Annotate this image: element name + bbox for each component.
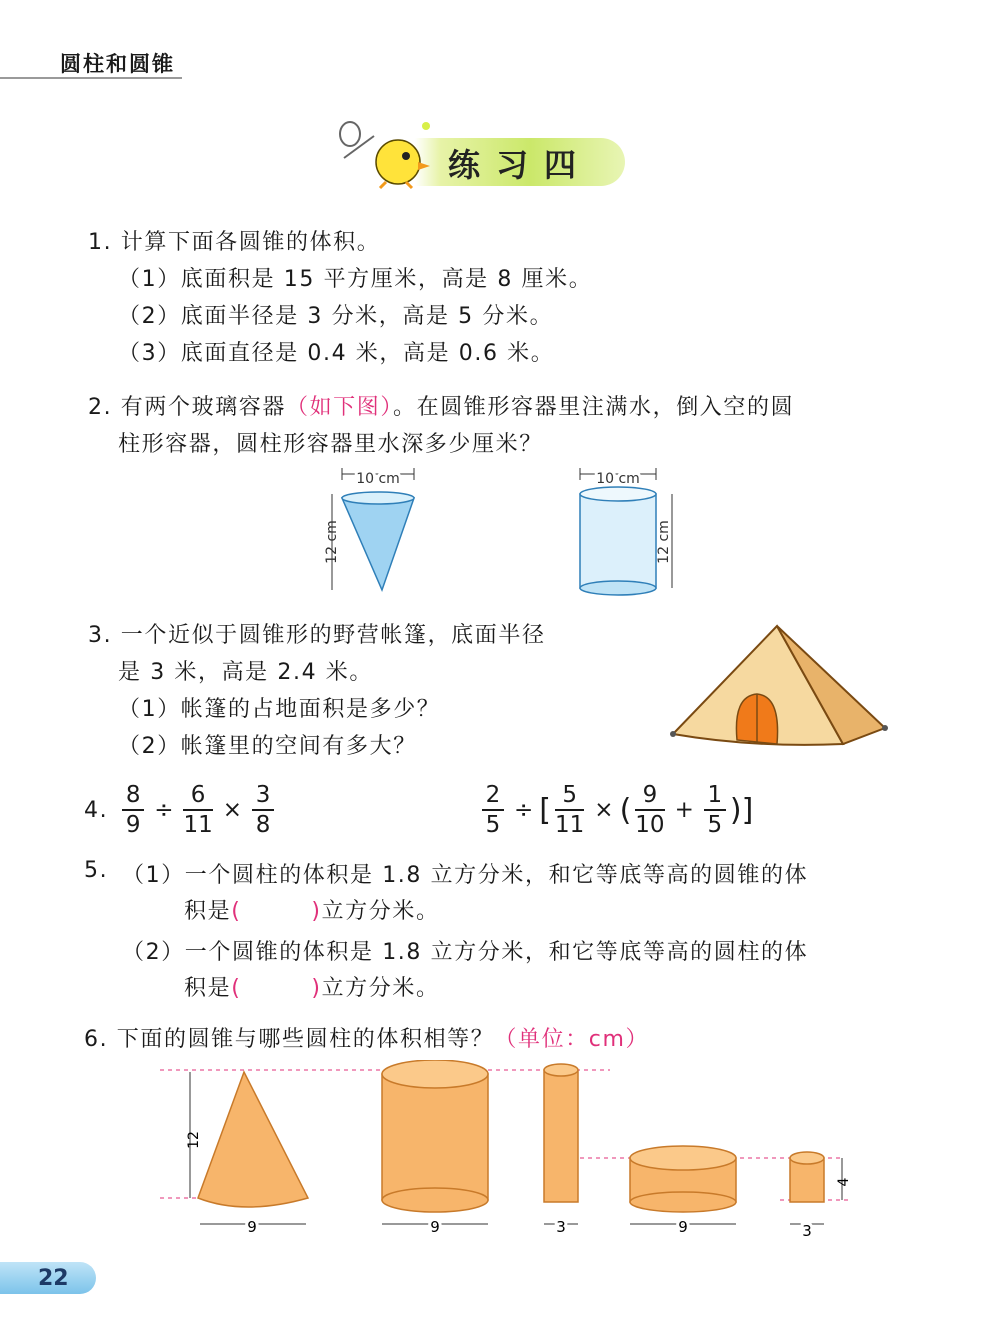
- q5-item-2-cont: 积是( )立方分米。: [184, 976, 440, 1001]
- cylinder-a: [382, 1060, 488, 1236]
- cylinder-b: [544, 1064, 578, 1236]
- cyl-d-height: 4: [836, 1177, 852, 1187]
- chick-mascot-icon: [336, 118, 436, 190]
- q2-line-1: 2. 有两个玻璃容器（如下图）。在圆锥形容器里注满水，倒入空的圆: [88, 395, 795, 420]
- cyl-c-label: 9: [678, 1218, 688, 1236]
- fraction: $\frac{3}{8}$: [252, 781, 274, 839]
- q2-line-2: 柱形容器，圆柱形容器里水深多少厘米？: [118, 432, 543, 457]
- q4-expression-2: $\frac{2}{5}$ ÷ [ $\frac{5}{11}$ × ( $\frac{9}{10}$ + $\frac{1}{5}$ ) ]: [478, 780, 753, 840]
- q3-item-1: （1）帐篷的占地面积是多少？: [118, 697, 441, 722]
- cone-height: 12: [186, 1131, 202, 1149]
- fraction: $\frac{5}{11}$: [555, 782, 585, 838]
- cone-shape: [186, 1072, 308, 1236]
- q2-cone-container: [310, 462, 430, 602]
- q5-item-1-cont: 积是( )立方分米。: [184, 899, 440, 924]
- fraction: $\frac{2}{5}$: [482, 781, 504, 839]
- cyl-diameter-label: 10 cm: [596, 471, 640, 487]
- q1-item-3: （3）底面直径是 0.4 米，高是 0.6 米。: [118, 341, 555, 366]
- cylinder-c: [630, 1146, 736, 1236]
- cyl-height-label: 12 cm: [656, 520, 672, 564]
- q6-shapes-figure: [160, 1060, 860, 1250]
- chapter-title: 圆柱和圆锥: [60, 52, 175, 76]
- q1-stem: 1. 计算下面各圆锥的体积。: [88, 230, 381, 255]
- q4-expression-1: 4. $\frac{8}{9}$ ÷ $\frac{6}{11}$ × $\frac{3}{8}$: [84, 780, 278, 840]
- q5-item-1: （1）一个圆柱的体积是 1.8 立方分米，和它等底等高的圆锥的体: [122, 863, 809, 888]
- cyl-d-label: 3: [802, 1222, 812, 1240]
- q6-stem: 6. 下面的圆锥与哪些圆柱的体积相等？（单位：cm）: [84, 1027, 650, 1052]
- cylinder-d: [790, 1152, 852, 1240]
- q2-cylinder-container: [560, 462, 690, 602]
- q3-line-1: 3. 一个近似于圆锥形的野营帐篷，底面半径: [88, 623, 546, 648]
- page-number: 22: [38, 1266, 69, 1291]
- fraction: $\frac{8}{9}$: [122, 781, 144, 839]
- fraction: $\frac{9}{10}$: [635, 782, 665, 838]
- tent-illustration: [665, 622, 890, 750]
- section-title: 练习四: [448, 146, 593, 184]
- cone-base-label: 9: [247, 1218, 257, 1236]
- q3-item-2: （2）帐篷里的空间有多大？: [118, 734, 417, 759]
- fraction: $\frac{6}{11}$: [183, 782, 213, 838]
- q5-number: 5.: [84, 858, 109, 883]
- cone-height-label: 12 cm: [324, 520, 340, 564]
- q5-item-2: （2）一个圆锥的体积是 1.8 立方分米，和它等底等高的圆柱的体: [122, 940, 809, 965]
- q1-item-2: （2）底面半径是 3 分米，高是 5 分米。: [118, 304, 554, 329]
- q4-number: 4.: [84, 797, 109, 823]
- cyl-a-label: 9: [430, 1218, 440, 1236]
- header-rule: [0, 77, 182, 79]
- cyl-b-label: 3: [556, 1218, 566, 1236]
- q3-line-2: 是 3 米，高是 2.4 米。: [118, 660, 373, 685]
- fraction: $\frac{1}{5}$: [704, 781, 726, 839]
- q1-item-1: （1）底面积是 15 平方厘米，高是 8 厘米。: [118, 267, 593, 292]
- cone-diameter-label: 10 cm: [356, 471, 400, 487]
